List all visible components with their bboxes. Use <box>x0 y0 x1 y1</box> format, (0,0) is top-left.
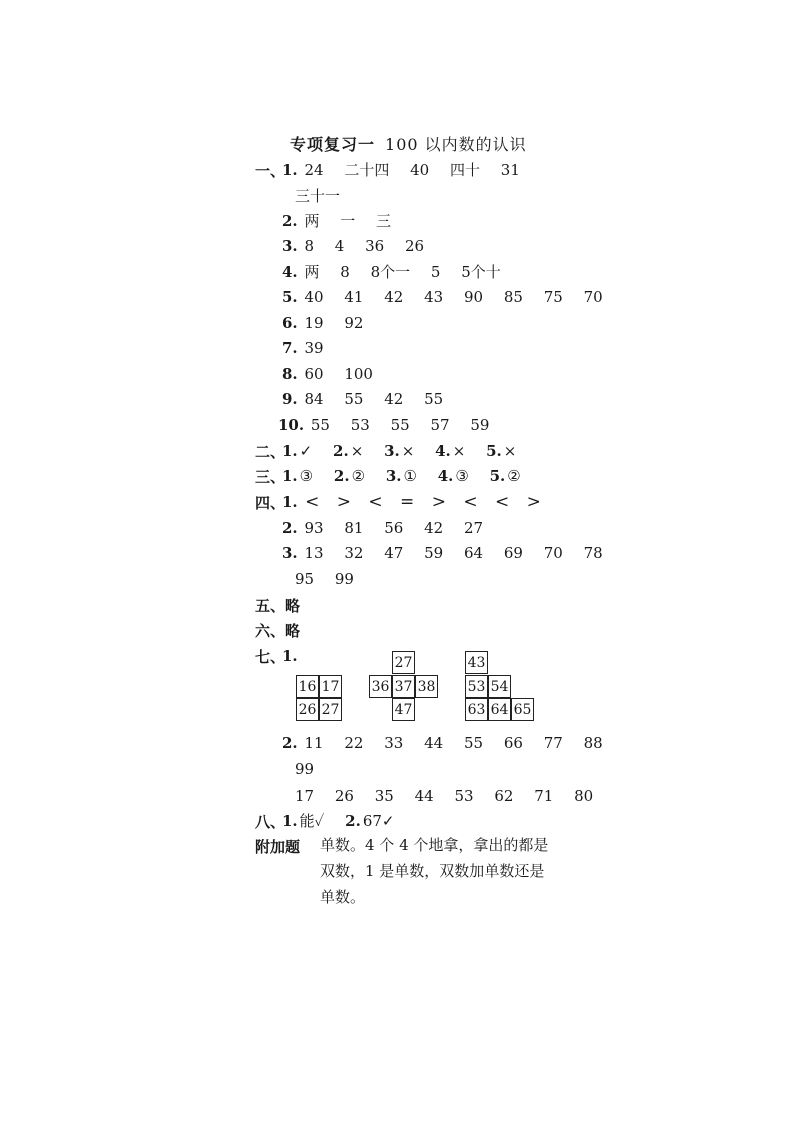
answer-value: 55 <box>390 416 410 434</box>
answer-value: 47 <box>384 544 404 562</box>
answer-value: 66 <box>503 734 523 752</box>
answer-value: 5 <box>430 263 441 281</box>
answer-value: 75 <box>543 288 563 306</box>
title-subtext: 100 以内数的认识 <box>385 135 527 154</box>
answer-value: 42 <box>384 390 404 408</box>
grid-cell: 65 <box>511 698 534 721</box>
answer-value: 53 <box>350 416 370 434</box>
section-3-label: 三、 <box>255 468 286 486</box>
question-number: 6. <box>282 314 298 332</box>
grid-cell: 64 <box>488 698 511 721</box>
section-answer: 略 <box>285 597 301 615</box>
answer-value: 55 <box>344 390 364 408</box>
question-number: 1. <box>282 493 298 511</box>
cross-mark: × <box>503 442 517 460</box>
s8-answers <box>282 811 410 831</box>
grid-cell: 27 <box>319 698 342 721</box>
s4-q3 <box>282 543 619 563</box>
answer-value: 36 <box>365 237 385 255</box>
choice-answer: ② <box>507 467 521 485</box>
answer-value: 85 <box>503 288 523 306</box>
section-5-label <box>255 595 300 616</box>
question-number: 3. <box>282 544 298 562</box>
answer-value: 32 <box>344 544 364 562</box>
page-title <box>290 132 527 155</box>
question-number: 3. <box>385 467 402 485</box>
answer-value: 42 <box>384 288 404 306</box>
answer-value: 39 <box>304 339 324 357</box>
comparison-symbol: < <box>368 492 383 512</box>
question-number: 5. <box>282 288 298 306</box>
question-number: 3. <box>384 442 400 460</box>
answer-value: 40 <box>304 288 324 306</box>
s2-answers <box>282 441 532 461</box>
s4-q3-cont <box>295 569 370 589</box>
answer-value: 二十四 <box>344 161 390 179</box>
answer-value: 44 <box>414 787 434 805</box>
answer-value: 62 <box>494 787 514 805</box>
answer-value: 90 <box>463 288 484 306</box>
comparison-symbol: < <box>305 492 320 512</box>
answer-value: 64 <box>463 544 484 562</box>
grid-cell: 17 <box>319 675 342 698</box>
question-number: 2. <box>282 212 298 230</box>
grid-cell: 43 <box>465 651 488 674</box>
s7-q2-cont: 99 <box>295 760 315 778</box>
choice-answer: ③ <box>299 467 314 485</box>
answer-value: 57 <box>430 416 450 434</box>
question-number: 2. <box>333 442 349 460</box>
comparison-symbol: < <box>495 492 510 512</box>
answer-value: 四十 <box>450 161 481 179</box>
answer-value: 能✓ <box>299 812 325 830</box>
answer-value: 59 <box>424 544 444 562</box>
answer-value: 44 <box>424 734 444 752</box>
answer-value: 22 <box>344 734 364 752</box>
s7-q2-row2 <box>295 786 609 806</box>
comparison-symbol: = <box>400 492 415 512</box>
bonus-line: 双数，1 是单数，双数加单数还是 <box>320 862 545 880</box>
answer-value: 95 <box>295 570 315 588</box>
answer-value: 55 <box>424 390 444 408</box>
cross-mark: × <box>350 442 364 460</box>
section-6-label <box>255 620 300 641</box>
section-7-label: 七、 <box>255 648 286 666</box>
bonus-question-label: 附加题 <box>255 838 301 856</box>
answer-value: 两 <box>304 263 320 281</box>
section-4-label: 四、 <box>255 494 286 512</box>
cross-mark: × <box>401 442 415 460</box>
question-number: 1. <box>282 442 298 460</box>
s1-q6 <box>282 313 379 333</box>
answer-value: 24 <box>304 161 324 179</box>
grid-cell: 47 <box>392 698 415 721</box>
answer-value: 69 <box>503 544 523 562</box>
answer-value: 100 <box>344 365 373 383</box>
answer-value: 53 <box>454 787 474 805</box>
s1-q3 <box>282 236 440 256</box>
grid-cell: 36 <box>369 675 392 698</box>
check-mark: ✓ <box>299 442 313 460</box>
answer-value: 4 <box>334 237 345 255</box>
s7-q1-number: 1. <box>282 647 298 665</box>
answer-value: 88 <box>583 734 603 752</box>
s1-q10 <box>278 415 505 435</box>
s7-q2 <box>282 733 619 753</box>
question-number: 2. <box>282 734 298 752</box>
answer-value: 84 <box>304 390 324 408</box>
choice-answer: ① <box>403 467 417 485</box>
s4-q2 <box>282 518 499 538</box>
section-number: 五、 <box>255 597 286 615</box>
answer-value: 5个十 <box>461 263 501 281</box>
answer-value: 71 <box>534 787 554 805</box>
section-1-label: 一、 <box>255 162 286 180</box>
question-number: 5. <box>486 442 502 460</box>
answer-value: 41 <box>344 288 364 306</box>
bonus-answer <box>320 832 548 910</box>
answer-value: 80 <box>574 787 594 805</box>
answer-value: 27 <box>463 519 484 537</box>
bonus-line: 单数。4 个 4 个地拿，拿出的都是 <box>320 836 549 854</box>
question-number: 8. <box>282 365 298 383</box>
answer-value: 11 <box>304 734 324 752</box>
answer-value: 26 <box>334 787 354 805</box>
answer-value: 77 <box>543 734 563 752</box>
grid-cell: 54 <box>488 675 511 698</box>
answer-value: 26 <box>404 237 425 255</box>
answer-value: 43 <box>424 288 444 306</box>
choice-answer: ② <box>351 467 366 485</box>
answer-value: 8 <box>304 237 314 255</box>
s1-q8 <box>282 364 389 384</box>
question-number: 1. <box>282 161 298 179</box>
answer-value: 40 <box>410 161 430 179</box>
choice-answer: ③ <box>455 467 469 485</box>
grid-cell: 63 <box>465 698 488 721</box>
question-number: 1. <box>282 467 298 485</box>
question-number: 4. <box>437 467 454 485</box>
grid-cell: 37 <box>392 675 415 698</box>
question-number: 7. <box>282 339 298 357</box>
section-answer: 略 <box>285 622 301 640</box>
answer-value: 13 <box>304 544 324 562</box>
question-number: 2. <box>345 812 361 830</box>
answer-value: 两 <box>304 212 320 230</box>
answer-value: 42 <box>424 519 444 537</box>
cross-mark: × <box>452 442 466 460</box>
question-number: 2. <box>282 519 298 537</box>
question-number: 3. <box>282 237 298 255</box>
answer-value: 8个一 <box>370 263 411 281</box>
question-number: 9. <box>282 390 298 408</box>
answer-value: 60 <box>304 365 324 383</box>
answer-value: 33 <box>384 734 404 752</box>
question-number: 2. <box>333 467 350 485</box>
answer-value: 70 <box>583 288 603 306</box>
s1-q9 <box>282 389 459 409</box>
s1-q1-cont: 三十一 <box>295 187 341 205</box>
section-2-label: 二、 <box>255 443 286 461</box>
answer-value: 17 <box>295 787 315 805</box>
section-number: 六、 <box>255 622 286 640</box>
section-8-label: 八、 <box>255 813 286 831</box>
comparison-symbol: > <box>526 492 541 512</box>
s1-q2 <box>282 211 407 231</box>
title-text: 专项复习一 <box>290 135 376 154</box>
answer-value: 31 <box>500 161 520 179</box>
grid-cell: 16 <box>296 675 319 698</box>
comparison-symbol: > <box>336 492 351 512</box>
answer-value: 67✓ <box>362 812 395 830</box>
s1-q4 <box>282 262 517 282</box>
comparison-symbol: > <box>431 492 446 512</box>
comparison-symbol: < <box>463 492 478 512</box>
answer-value: 55 <box>463 734 484 752</box>
answer-value: 93 <box>304 519 324 537</box>
answer-value: 70 <box>543 544 563 562</box>
answer-value: 78 <box>583 544 603 562</box>
s1-q5 <box>282 287 619 307</box>
answer-value: 99 <box>334 570 354 588</box>
grid-cell: 53 <box>465 675 488 698</box>
s3-answers <box>282 466 537 486</box>
bonus-line: 单数。 <box>320 888 366 906</box>
question-number: 10. <box>278 416 305 434</box>
question-number: 4. <box>282 263 298 281</box>
grid-cell: 26 <box>296 698 319 721</box>
grid-cell: 27 <box>392 651 415 674</box>
s1-q1 <box>282 160 536 180</box>
answer-value: 8 <box>340 263 350 281</box>
question-number: 5. <box>489 467 506 485</box>
answer-value: 92 <box>344 314 364 332</box>
answer-value: 55 <box>310 416 330 434</box>
answer-value: 一 <box>340 212 356 230</box>
grid-cell: 38 <box>415 675 438 698</box>
answer-value: 56 <box>384 519 404 537</box>
answer-value: 35 <box>374 787 394 805</box>
question-number: 4. <box>435 442 451 460</box>
s4-q1 <box>282 492 553 512</box>
answer-value: 19 <box>304 314 324 332</box>
answer-value: 59 <box>470 416 490 434</box>
answer-value: 81 <box>344 519 364 537</box>
question-number: 1. <box>282 812 298 830</box>
s1-q7 <box>282 338 340 358</box>
answer-value: 三 <box>376 212 392 230</box>
